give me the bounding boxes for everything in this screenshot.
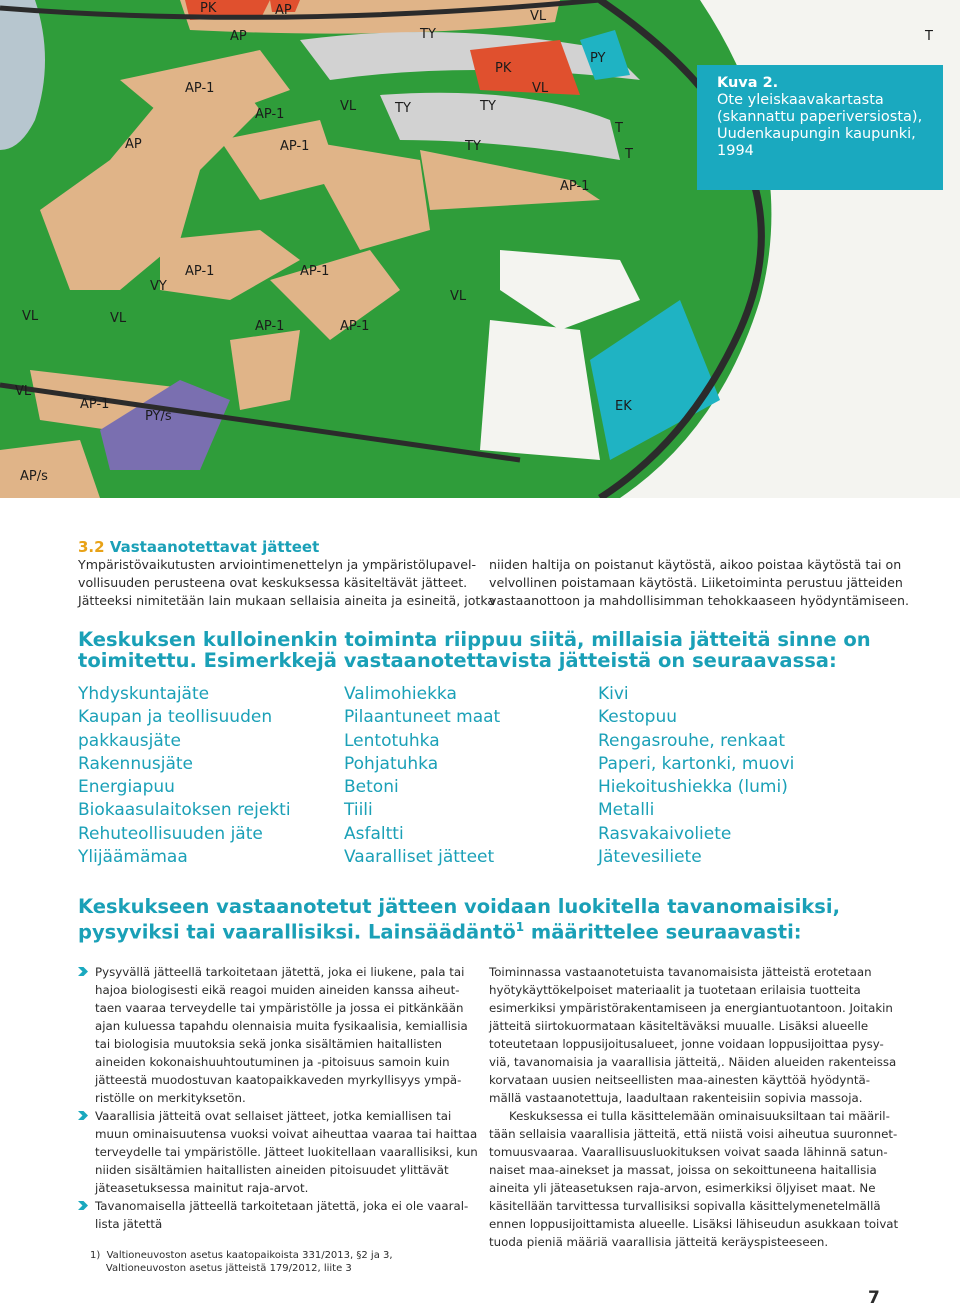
page-number: 7: [868, 1288, 880, 1308]
text-line: mällä vastaanotettuja, laadultaan rakenteisiin sopivia massoja.: [489, 1091, 863, 1105]
footnote-line: 1) Valtioneuvoston asetus kaatopaikoista 331/2013, §2 ja 3,: [90, 1250, 393, 1261]
text-line: Tavanomaisella jätteellä tarkoitetaan jätettä, joka ei ole vaaral-: [95, 1199, 469, 1213]
map-label: TY: [465, 139, 481, 154]
text-line: jätteestä muodostuvan kaatopaikkaveden myrkyllisyys ympä-: [95, 1073, 462, 1087]
waste-item: Tiili: [344, 800, 373, 821]
map-label: AP/s: [20, 469, 48, 484]
map-label: VL: [110, 311, 127, 326]
text-line: naiset maa-ainekset ja massat, joissa on sekoittuneena haitallisia: [489, 1163, 877, 1177]
map-label: TY: [480, 99, 496, 114]
waste-item: Paperi, kartonki, muovi: [598, 753, 795, 774]
definition-hazardous: [78, 1107, 478, 1197]
text-line: tomuusvaaraa. Vaarallisuusluokituksen voivat saada lähinnä satun-: [489, 1145, 888, 1159]
text-line: aineita yli jäteasetuksen raja-arvon, esimerkiksi öljyiset maat. Ne: [489, 1181, 876, 1195]
waste-list-col1: [78, 683, 291, 869]
right-column-text: [489, 963, 899, 1251]
map-label: PY: [590, 51, 606, 66]
text-line: ristölle on merkityksetön.: [95, 1091, 246, 1105]
text-line: muun ominaisuutensa vuoksi voivat aiheuttaa vaaraa tai haittaa: [95, 1127, 478, 1141]
map-label: AP-1: [280, 139, 310, 154]
map-label: AP-1: [560, 179, 590, 194]
figure-label: Kuva 2.: [717, 75, 779, 91]
waste-item: Ylijäämämaa: [78, 847, 188, 868]
map-label: EK: [615, 399, 632, 414]
map-label: VL: [15, 384, 32, 399]
map-label: VL: [530, 9, 547, 24]
map-label: AP: [125, 137, 142, 152]
heading-line: Keskuksen kulloinenkin toiminta riippuu siitä, millaisia jätteitä sinne on: [78, 628, 871, 651]
waste-item: Biokaasulaitoksen rejekti: [78, 800, 291, 821]
waste-item: pakkausjäte: [78, 730, 181, 751]
waste-item: Kivi: [598, 684, 629, 704]
text-line: Vaarallisia jätteitä ovat sellaiset jätteet, jotka kemiallisen tai: [95, 1109, 452, 1123]
text-line: Pysyvällä jätteellä tarkoitetaan jätettä, joka ei liukene, pala tai: [95, 965, 465, 979]
waste-item: Yhdyskuntajäte: [78, 684, 210, 704]
footnote: [90, 1249, 393, 1275]
waste-list-col2: [344, 683, 500, 869]
footnote-line: Valtioneuvoston asetus jätteistä 179/2012, liite 3: [90, 1263, 352, 1274]
waste-item: Rakennusjäte: [78, 753, 193, 774]
waste-item: Hiekoitushiekka (lumi): [598, 777, 788, 798]
waste-item: Kestopuu: [598, 707, 678, 728]
waste-item: Valimohiekka: [344, 684, 457, 704]
waste-item: Vaaralliset jätteet: [344, 847, 495, 868]
map-label: TY: [420, 27, 436, 42]
text-line: lista jätettä: [95, 1217, 163, 1231]
definition-ordinary: [78, 1197, 468, 1233]
text-line: taen vaaraa terveydelle tai ympäristölle ja jossa ei pitkänkään: [95, 1001, 464, 1015]
waste-item: Pilaantuneet maat: [344, 707, 501, 728]
map-label: T: [925, 29, 933, 44]
arrow-bullet-icon: [78, 967, 88, 976]
text-line: Jätteeksi nimitetään lain mukaan sellaisia aineita ja esineitä, jotka: [78, 593, 496, 608]
text-line: käsitellään tarvittessa turvallisiksi sopivalla käsittelymenetelmällä: [489, 1199, 881, 1213]
text-line: velvollinen poistamaan käytöstä. Liiketoiminta perustuu jätteiden: [489, 575, 903, 590]
text-line: Keskuksessa ei tulla käsittelemään ominaisuuksiltaan tai määril-: [509, 1109, 890, 1123]
text-line: aineiden kokonaishuuhtoutuminen ja -pitoisuus samoin kuin: [95, 1055, 450, 1069]
waste-item: Asfaltti: [344, 823, 404, 844]
map-label: PK: [200, 1, 217, 16]
intro-right: [489, 556, 909, 610]
heading-line: [78, 917, 938, 943]
waste-item: Kaupan ja teollisuuden: [78, 707, 273, 728]
text-line: Ympäristövaikutusten arviointimenettelyn ja ympäristölupavel-: [78, 557, 477, 572]
text-line: jäteasetuksessa mainitut raja-arvot.: [95, 1181, 309, 1195]
text-line: vastaanottoon ja mahdollisimman tehokkaaseen hyödyntämiseen.: [489, 593, 909, 608]
text-line: vollisuuden perusteena ovat keskuksessa käsiteltävät jätteet.: [78, 575, 468, 590]
waste-item: Betoni: [344, 777, 399, 798]
text-line: ajan kuluessa tapahdu olennaisia muita fysikaalisia, kemiallisia: [95, 1019, 468, 1033]
waste-item: Pohjatuhka: [344, 753, 439, 774]
map-label: AP-1: [300, 264, 330, 279]
map-label: VL: [22, 309, 39, 324]
map-label: VL: [532, 81, 549, 96]
text-line: toteutetaan loppusijoitusalueet, jonne voidaan loppusijoittaa pysy-: [489, 1037, 884, 1051]
text-line: tään sellaisia vaarallisia jätteitä, että niistä voisi aiheutua suuronnet-: [489, 1127, 898, 1141]
waste-item: Energiapuu: [78, 777, 175, 798]
map-label: T: [625, 147, 633, 162]
text-line: jätteitä siirtokuormataan käsiteltäväksi muualle. Lisäksi alueelle: [489, 1019, 869, 1033]
map-label: VL: [340, 99, 357, 114]
footnote-ref: 1: [515, 920, 525, 934]
section-number: 3.2: [78, 538, 105, 556]
waste-list-col3: [598, 683, 794, 869]
map-label: AP-1: [255, 107, 285, 122]
map-label: PY/s: [145, 409, 172, 424]
text-line: tuoda pieniä määriä vaarallisia jätteitä keräyspisteeseen.: [489, 1235, 829, 1249]
text-line: niiden sisältämien haitallisten aineiden pitoisuudet ylittävät: [95, 1163, 449, 1177]
waste-item: Metalli: [598, 800, 655, 821]
caption-line: Ote yleiskaavakartasta: [717, 92, 884, 108]
map-label: AP: [230, 29, 247, 44]
text-line: terveydelle tai ympäristölle. Jätteet luokitellaan vaarallisiksi, kun: [95, 1145, 478, 1159]
figure-caption: [697, 65, 943, 190]
map-label: T: [615, 121, 623, 136]
waste-item: Rasvakaivoliete: [598, 823, 732, 844]
text-line: niiden haltija on poistanut käytöstä, aikoo poistaa käytöstä tai on: [489, 557, 902, 572]
caption-line: 1994: [717, 143, 754, 159]
arrow-bullet-icon: [78, 1201, 88, 1210]
waste-item: Rehuteollisuuden jäte: [78, 823, 263, 844]
map-label: AP: [275, 3, 292, 18]
heading-text: määrittelee seuraavasti:: [524, 920, 802, 944]
arrow-bullet-icon: [78, 1111, 88, 1120]
section-title: [78, 538, 319, 556]
map-label: AP-1: [185, 264, 215, 279]
definition-permanent: [78, 963, 468, 1107]
text-line: hyötykäyttökelpoiset materiaalit ja tuotetaan erilaisia tuotteita: [489, 983, 861, 997]
heading-classification: [78, 896, 938, 943]
text-line: esimerkiksi ympäristörakentamiseen ja energiantuotantoon. Joitakin: [489, 1001, 893, 1015]
intro-left: [78, 556, 496, 610]
map-label: AP-1: [255, 319, 285, 334]
map-label: PK: [495, 61, 512, 76]
waste-item: Lentotuhka: [344, 730, 440, 751]
text-line: hajoa biologisesti eikä reagoi muiden aineiden kanssa aiheut-: [95, 983, 460, 997]
text-line: ennen loppusijoittamista alueelle. Lisäksi lähiseudun asukkaan toivat: [489, 1217, 899, 1231]
text-line: korvataan uusien neitseellisten maa-ainesten käyttöä hyödyntä-: [489, 1073, 870, 1087]
text-line: Toiminnassa vastaanotetuista tavanomaisista jätteistä erotetaan: [489, 965, 872, 979]
heading-examples: [78, 629, 938, 671]
map-label: AP-1: [340, 319, 370, 334]
map-label: VY: [150, 279, 167, 294]
heading-line: toimitettu. Esimerkkejä vastaanotettavista jätteistä on seuraavassa:: [78, 649, 837, 672]
waste-item: Jätevesiliete: [598, 847, 702, 868]
definitions-list: [78, 963, 478, 1233]
text-line: tai biologisia muutoksia sekä jonka sisältämien haitallisten: [95, 1037, 442, 1051]
map-label: TY: [395, 101, 411, 116]
section-title-text: Vastaanotettavat jätteet: [109, 538, 320, 556]
caption-line: Uudenkaupungin kaupunki,: [717, 126, 916, 142]
map-label: AP-1: [80, 397, 110, 412]
heading-line: Keskukseen vastaanotetut jätteen voidaan luokitella tavanomaisiksi,: [78, 895, 840, 918]
heading-text: pysyviksi tai vaarallisiksi. Lainsäädäntö: [78, 920, 516, 944]
text-line: viä, tavanomaisia ja vaarallisia jätteitä,. Näiden alueiden rakenteissa: [489, 1055, 897, 1069]
map-label: AP-1: [185, 81, 215, 96]
caption-line: (skannattu paperiversiosta),: [717, 109, 923, 125]
map-label: VL: [450, 289, 467, 304]
waste-item: Rengasrouhe, renkaat: [598, 730, 786, 751]
